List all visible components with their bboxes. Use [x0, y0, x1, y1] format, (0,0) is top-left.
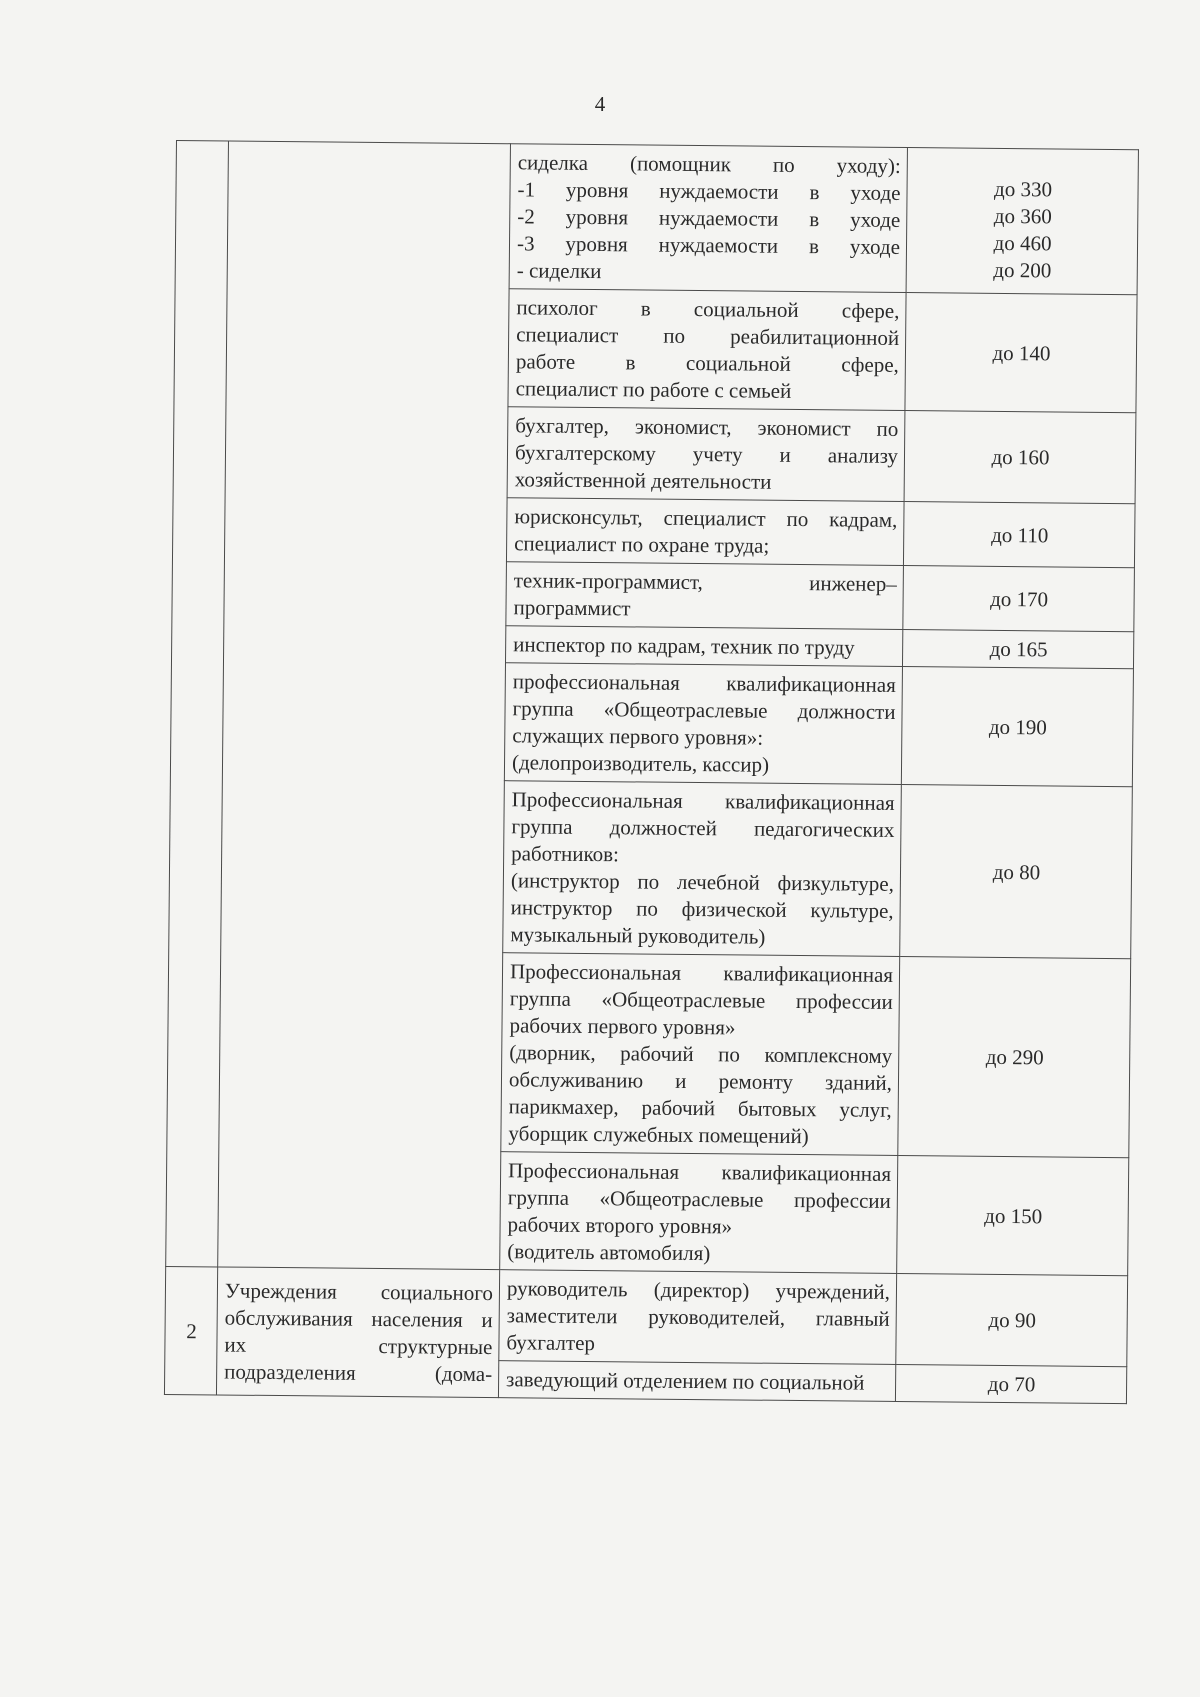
- position-cell: [500, 1152, 898, 1274]
- text-line: парикмахер, рабочий бытовых услуг,: [508, 1094, 892, 1122]
- text-line: техник-программист, инженер–: [513, 568, 897, 596]
- text-line: рабочих первого уровня»: [509, 1013, 736, 1040]
- amount-cell: до 190: [901, 666, 1133, 786]
- text-line: Профессиональная квалификационная: [511, 787, 895, 815]
- text-line: психолог в социальной сфере,: [516, 295, 900, 323]
- institution-cell-empty: [218, 141, 511, 1270]
- amount-line: до 330: [993, 176, 1053, 202]
- text-line: бухгалтерскому учету и анализу: [514, 440, 899, 468]
- text-line: группа должностей педагогических: [511, 814, 895, 842]
- text-line: (водитель автомобиля): [507, 1239, 711, 1266]
- text-line: подразделения (дома-: [224, 1359, 493, 1387]
- salary-table: [164, 140, 1139, 1404]
- amount-cell: до 170: [903, 566, 1135, 632]
- text-line: - сиделки: [516, 258, 602, 284]
- text-line: работников:: [511, 841, 620, 867]
- text-line: заведующий отделением по социальной: [506, 1367, 865, 1395]
- text-line: бухгалтер: [506, 1330, 596, 1356]
- text-line: бухгалтер, экономист, экономист по: [515, 413, 899, 441]
- text-line: программист: [513, 595, 631, 621]
- text-line: (делопроизводитель, кассир): [511, 750, 770, 777]
- text-line: инспектор по кадрам, техник по труду: [513, 632, 855, 660]
- amount-cell: до 160: [904, 411, 1136, 504]
- table-row: [175, 141, 1138, 295]
- text-line: хозяйственной деятельности: [514, 467, 772, 494]
- text-line: музыкальный руководитель): [510, 922, 766, 949]
- amount-line: до 200: [993, 257, 1052, 283]
- position-cell: [508, 289, 906, 411]
- text-line: группа «Общеотраслевые профессии: [509, 986, 893, 1014]
- text-line: -3 уровня нуждаемости в уходе: [516, 231, 901, 259]
- amount-cell: до 140: [905, 293, 1137, 413]
- position-cell: [507, 407, 905, 502]
- amount-cell: до 110: [903, 502, 1135, 568]
- page-number: 4: [594, 92, 606, 116]
- position-cell: [506, 562, 904, 630]
- position-cell: [499, 1270, 897, 1365]
- position-cell: [509, 144, 907, 293]
- amount-cell: до 90: [896, 1273, 1128, 1366]
- position-cell: [503, 781, 902, 957]
- amount-cell: [906, 148, 1138, 295]
- amount-cell: до 80: [900, 784, 1133, 958]
- position-cell: [505, 626, 902, 667]
- text-line: специалист по охране труда;: [514, 531, 770, 558]
- position-cell: [506, 498, 904, 566]
- text-line: рабочих второго уровня»: [507, 1212, 733, 1239]
- institution-cell: [216, 1267, 499, 1398]
- text-line: Профессиональная квалификационная: [509, 959, 894, 987]
- text-line: группа «Общеотраслевые должности: [512, 696, 896, 724]
- text-line: профессиональная квалификационная: [512, 669, 896, 697]
- text-line: их структурные: [224, 1332, 493, 1360]
- position-cell: [501, 953, 900, 1156]
- text-line: заместители руководителей, главный: [506, 1303, 890, 1331]
- amount-cell: до 290: [898, 956, 1131, 1157]
- text-line: группа «Общеотраслевые профессии: [507, 1185, 891, 1213]
- text-line: инструктор по физической культуре,: [510, 895, 894, 923]
- amount-line: до 460: [993, 230, 1052, 256]
- text-line: обслуживанию и ремонту зданий,: [508, 1067, 893, 1095]
- text-line: обслуживания населения и: [224, 1305, 493, 1333]
- text-line: -2 уровня нуждаемости в уходе: [517, 204, 901, 232]
- text-line: работе в социальной сфере,: [515, 349, 899, 377]
- text-line: Учреждения социального: [224, 1278, 494, 1306]
- text-line: уборщик служебных помещений): [508, 1121, 809, 1149]
- text-line: специалист по реабилитационной: [516, 322, 900, 350]
- text-line: служащих первого уровня»:: [512, 723, 764, 750]
- text-line: -1 уровня нуждаемости в уходе: [517, 177, 901, 205]
- amount-cell: до 165: [902, 629, 1133, 668]
- section-number-cell: 2: [164, 1266, 217, 1394]
- text-line: специалист по работе с семьей: [515, 376, 792, 403]
- text-line: (инструктор по лечебной физкультуре,: [510, 868, 895, 896]
- amount-line: до 360: [993, 203, 1052, 229]
- table-row: [165, 1266, 1128, 1366]
- text-line: руководитель (директор) учреждений,: [506, 1276, 891, 1304]
- amount-cell: до 150: [897, 1155, 1129, 1275]
- position-cell: [504, 663, 902, 785]
- text-line: юрисконсульт, специалист по кадрам,: [514, 504, 898, 532]
- text-line: (дворник, рабочий по комплексному: [509, 1040, 893, 1068]
- position-cell: [498, 1361, 895, 1402]
- text-line: сиделка (помощник по уходу):: [517, 150, 901, 178]
- text-line: Профессиональная квалификационная: [508, 1158, 892, 1186]
- amount-cell: до 70: [895, 1364, 1126, 1403]
